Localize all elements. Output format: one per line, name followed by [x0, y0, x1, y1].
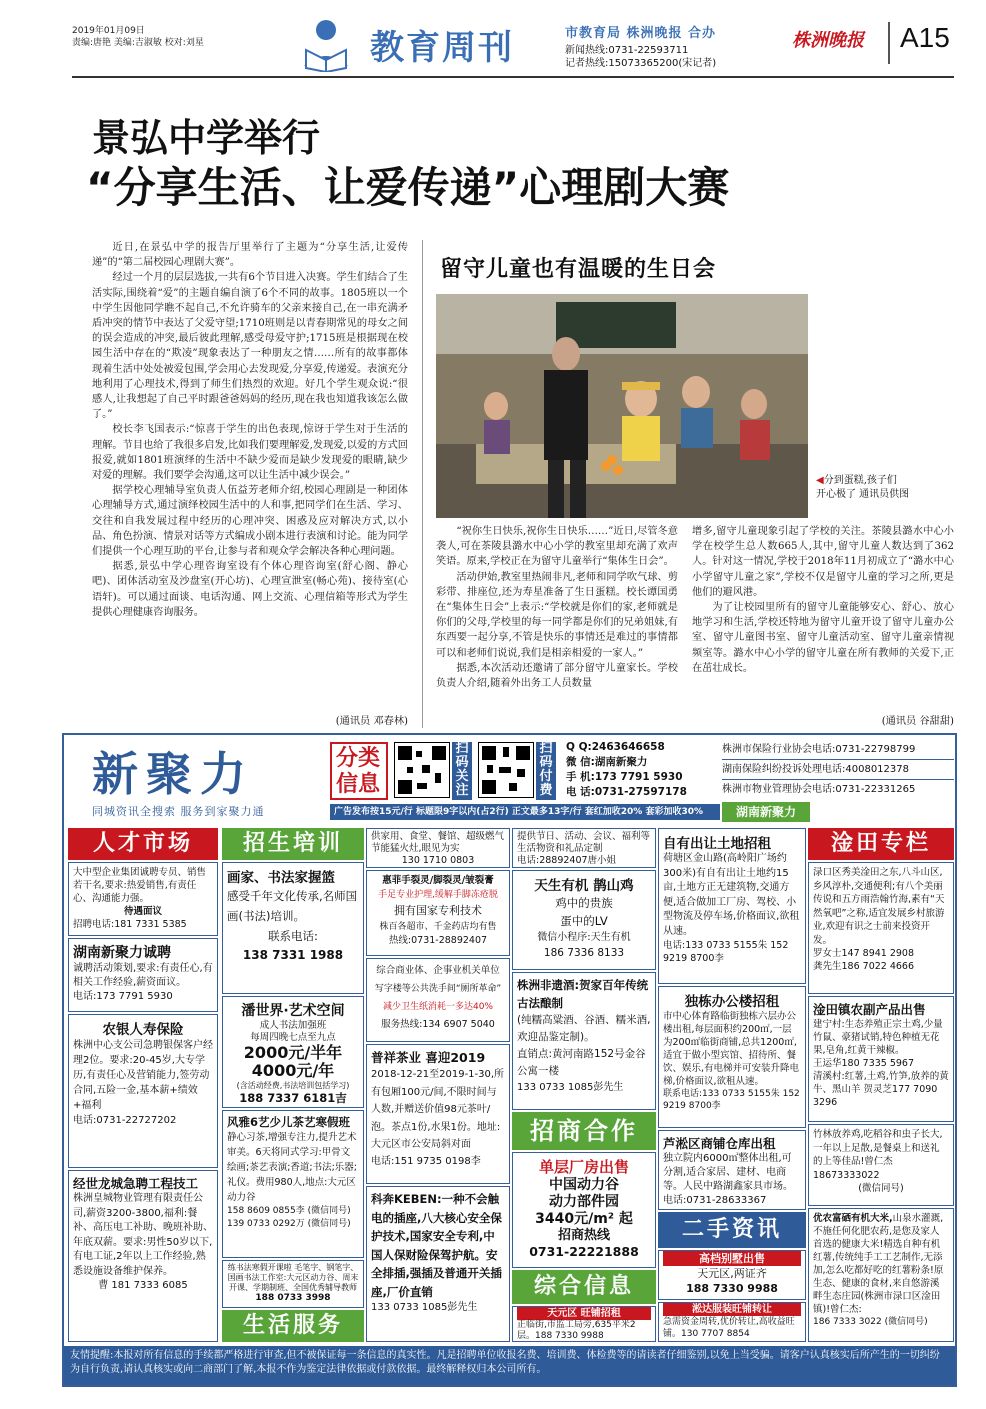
jxl-logo: 湖南新聚力	[722, 802, 810, 822]
ad-title: 潘世界·艺术空间	[241, 1003, 345, 1019]
ad-body: 大中型企业集团诚聘专员、销售若干名,要求:热爱销售,有责任心、沟通能力强。	[73, 867, 207, 904]
editor-line: 责编:唐艳 美编:吉淑敏 校对:刘星	[72, 38, 204, 48]
ad-body: 综合商业体、企事业机关单位	[376, 965, 500, 976]
ad-body: 山泉水灌溉,不施任何化肥农药,是您及家人首选的健康大米!精选自种有机红薯,传统纯手工工艺制作,无添加,怎么吃都好吃的红薯粉条!原生态、健康的食材,来自悠游溪畔生态庄园(株洲市渌口区淦田镇)!曾仁杰:	[813, 1213, 944, 1315]
section-tiantian: 淦田专栏	[808, 828, 954, 860]
classifieds-footer-note: 友情提醒:本报对所有信息的手续都严格进行审查,但不被保证每一条信息的真实性。凡是招聘单位收报名费、培训费、体检费等的请读者仔细鉴别,以免上当受骗。请客户认真核实后所产生的一切纠纷为自行负责,请认真核实或向二商部门了解,本报不作为鉴定法律依据或付款依据。最终解释权归本公司所有。	[64, 1346, 955, 1385]
ad-body: 株百各超市、千金药店均有售	[379, 922, 497, 932]
ad-body: 每周四晚七点至九点	[250, 1032, 336, 1043]
section-invest: 招商合作	[512, 1112, 656, 1150]
ad-body: 动力部件园	[549, 1194, 619, 1210]
article-2-byline: (通讯员 谷甜甜)	[881, 716, 954, 727]
ad-title: 优农富硒有机大米,	[813, 1213, 893, 1224]
ad-label-box	[330, 742, 388, 800]
ad-tt-5	[808, 1208, 954, 1342]
ad-body: (纯糯高粱酒、谷酒、糯米酒,欢迎品鉴定制)。	[517, 1014, 651, 1043]
date-line: 2019年01月09日	[72, 26, 145, 36]
ad-title: 株洲非遗酒:贺家百年传统古法酿制	[517, 978, 649, 1010]
ad-body: 急需资金周转,优价转让,高收益旺铺。130 7707 8854	[663, 1317, 795, 1339]
scan-pay-label: 扫码付费	[536, 742, 556, 800]
ad-body: 感受千年文化传承,名师国画(书法)培训。	[227, 889, 358, 923]
qr-code-follow-icon[interactable]	[394, 742, 450, 798]
ad-tel: 罗女士147 8941 2908	[813, 948, 915, 959]
ad-tel: 130 1710 0803	[401, 855, 475, 866]
ad-tel: 联系电话:133 0733 5155朱 152 9219 8700李	[663, 1089, 800, 1111]
ad-tt-1	[808, 862, 954, 994]
article-1-para: 近日,在景弘中学的报告厅里举行了主题为“分享生活,让爱传递”的“第二届校园心理剧大赛”。	[92, 242, 408, 269]
ad-mid-5	[366, 1186, 510, 1342]
ad-train-2	[222, 996, 364, 1108]
insurance-line: 湖南保险纠纷投诉处理电话:4008012378	[722, 760, 954, 780]
ad-talent-1	[68, 862, 218, 936]
ad-tel: 电话:173 7791 5930	[73, 991, 173, 1002]
ad-title: 自有出让土地招租	[663, 836, 771, 852]
ad-mid-4	[366, 1044, 510, 1184]
ad-title: 独栋办公楼招租	[684, 994, 780, 1010]
contact-wechat: 微 信:湖南新聚力	[566, 756, 648, 768]
ad-body: 供家用、食堂、餐馆、超级燃气节能猛火灶,眼见为实	[371, 831, 505, 854]
ad-tel: 电话:133 0733 5155朱 152 9219 8700李	[663, 940, 789, 964]
reporter-hotline: 记者热线:15073365200(宋记者)	[565, 58, 717, 69]
masthead-rule	[72, 76, 954, 78]
ad-land	[658, 828, 806, 984]
section-talent: 人才市场	[68, 828, 218, 860]
ad-body: (微信同号)	[858, 1183, 904, 1194]
caption-line-2: 开心极了 通讯员供图	[816, 489, 910, 500]
ad-tel: 188 7330 9988	[686, 1282, 778, 1295]
ad-tel: 133 0733 1085彭先生	[371, 1302, 478, 1313]
ad-body: 写字楼等公共洗手间“厕所革命”	[374, 984, 502, 994]
ad-body: 微信小程序:天生有机	[537, 932, 631, 943]
contact-qq: Q Q:2463646658	[566, 741, 665, 753]
section-title: 教育周刊	[370, 28, 514, 68]
article-2-para: 为了让校园里所有的留守儿童能够安心、舒心、放心地学习和生活,学校还特地为留守儿童开设了留守儿童办公室、留守儿童图书室、留守儿童活动室、留守儿童亲情视频室等。潞水中心小学的留守儿童在所有教师的关爱下,正在茁壮成长。	[692, 602, 954, 674]
ad-tel: 139 0733 0292万 (微信同号)	[227, 1219, 351, 1229]
ad-tel: 电话:151 9735 0198李	[371, 1155, 481, 1167]
ad-right-2	[512, 870, 656, 970]
ad-body: 诚聘活动策划,要求:有责任心,有相关工作经验,薪资面议。	[73, 963, 213, 988]
photo-caption	[816, 474, 956, 502]
ad-body: 静心习茶,增强专注力,提升艺术审美。6天将同式学习:甲骨文绘画;茶艺表演;香道;书法;乐器;礼仪。费用980人,地点:大元区动力谷	[227, 1132, 358, 1203]
ad-talent-3	[68, 1014, 218, 1168]
insurance-line: 株洲市保险行业协会电话:0731-22798799	[722, 740, 954, 760]
ad-tel: 王运华180 7335 5967	[813, 1058, 915, 1069]
ad-body: 招商热线	[557, 1228, 610, 1243]
ad-title: 风雅6艺少儿茶艺寒假班	[227, 1115, 351, 1129]
scan-follow-label: 扫码关注	[452, 742, 472, 800]
section-secondhand: 二手资讯	[658, 1212, 806, 1248]
article-2-title: 留守儿童也有温暖的生日会	[440, 256, 717, 282]
ad-title: 普祥茶业 喜迎2019	[371, 1050, 486, 1065]
ad-body: 株洲皇城物业管理有限责任公司,薪资3200-3800,福利:餐补、高压电工补助、晚班补助、年底双薪。要求:男性50岁以下,有电工证,2年以上工作经验,熟悉设施设备维护保养。	[73, 1193, 213, 1277]
ad-invest-1	[512, 1152, 656, 1268]
ad-train-3	[222, 1110, 364, 1258]
contact-block	[566, 740, 716, 800]
ad-price: 3440元/m² 起	[535, 1211, 633, 1227]
article-1-para: 据悉,景弘中学心理咨询室设有个体心理咨询室(舒心阁、静心吧)、团体活动室及沙盘室(开心坊)、心理宣泄室(畅心苑)、接待室(心语轩)。可以通过面谈、电话沟通、网上交流、心理信箱等形式为学生提供心理健康咨询服务。	[92, 561, 408, 618]
ad-tel: 招聘电话:181 7331 5385	[73, 919, 187, 930]
ad-mid-3	[366, 958, 510, 1042]
ad-talent-2	[68, 938, 218, 1012]
ad-body: 拥有国家专利技术	[394, 904, 482, 917]
ad-title: 农银人寿保险	[102, 1022, 184, 1038]
caption-triangle-icon: ◀	[816, 475, 824, 486]
ad-mid-1	[366, 828, 510, 868]
ad-train-4	[222, 1260, 364, 1308]
ad-title: 天元区 旺铺招租	[517, 1307, 651, 1320]
ad-body: 待遇面议	[123, 906, 162, 917]
ad-body: 练书法寒假开课啦 毛笔字、钢笔字、国画书法工作室:大元区动力谷、周末开课、学期制班、全国优秀辅导教师	[227, 1263, 359, 1292]
page-number: A15	[900, 22, 950, 53]
section-training: 招生培训	[222, 828, 364, 860]
column-divider	[422, 240, 423, 728]
ad-body: 独立院内6000㎡整体出租,可分割,适合家居、建材、电商等。人民中路湖鑫家具市场。	[663, 1153, 793, 1192]
ad-tel: 热线:0731-28892407	[388, 935, 488, 946]
ad-title: 淞达服装旺铺转让	[663, 1303, 801, 1316]
article-2-para: 活动伊始,教室里热闹非凡,老师和同学吹气球、剪彩带、排座位,还为寿星准备了生日蛋糕。校长谭国勇在“集体生日会”上表示:“学校就是你们的家,老师就是你们的父母,学校里的每一同学都是你们的兄弟姐妹,有东西要一起分享,不管是快乐的事情还是难过的事情都可以和老师们说说,我们是相亲相爱的一家人。”	[436, 571, 678, 659]
ad-train-1	[222, 862, 364, 994]
ad-lusong	[658, 1130, 806, 1210]
article-1-para: 经过一个月的层层选拔,一共有6个节目进入决赛。学生们结合了生活实际,围绕着“爱”的主题自编自演了6个不同的故事。1805班以一个中学生因他同学瞧不起自己,不允许骑车的父亲来接自己,在一串充满矛盾冲突的情节中表达了父爱守望;1710班则是以青春期常见的母女之间的误会造成的冲突,最后彼此理解,感受母爱守护;1715班是根据现在校园生活中存在的“欺凌”现象表达了一种朋友之情……所有的故事都体现着生活中处处被爱包围,学会用心去发现爱,分享爱,传递爱。表演充分地利用了心理技术,得到了师生们热烈的欢迎。好几个学生观众说:“很感人,让我想起了自己平时跟爸爸妈妈的经历,现在我也知道我该怎么做了。”	[92, 272, 408, 421]
price-bar: 广告发布按15元/行 标题限9字以内(占2行) 正文最多13字/行 套红加收20% 套彩加收30%	[330, 804, 720, 820]
ad-title: 科奔KEBEN:一种不会触电的插座,八大核心安全保护技术,国家安全专利,中国人保财险保驾护航。安全排插,强插及普通开关插座,厂价直销	[371, 1192, 502, 1299]
article-1-byline: (通讯员 邓春林)	[335, 716, 408, 727]
news-hotline: 新闻热线:0731-22593711	[565, 45, 689, 56]
ad-tel: 曹 181 7333 6085	[98, 1280, 188, 1291]
ad-body: 渌口区秀美淦田之东,八斗山区,乡风淳朴,交通便利;有八个美丽传说和五方雨浩翰竹海,素有“天然氧吧”之称,适宜发展乡村旅游业,欢迎有识之士前来投资开发。	[813, 867, 945, 946]
ad-tel: 电话:0731-28633367	[663, 1195, 767, 1206]
ad-body: 减少卫生纸消耗一多达40%	[382, 1002, 493, 1012]
ad-right-3	[512, 972, 656, 1110]
paper-logo: 株洲晚报	[792, 30, 864, 51]
ad-office	[658, 986, 806, 1128]
ad-body: 联系电话:	[268, 929, 318, 943]
ad-title: 经世龙城急聘工程技工	[73, 1176, 199, 1191]
article-2-col-1	[436, 524, 678, 691]
ad-body: 成人书法加强班	[259, 1020, 327, 1031]
contact-tel: 电 话:0731-27597178	[566, 786, 687, 798]
headline-line-2: “分享生活、让爱传递”心理剧大赛	[86, 163, 730, 212]
ad-title: 高档别墅出售	[663, 1251, 801, 1266]
ad-body: 建宁村:生态养殖正宗土鸡,少量竹鼠、豪猪试销,特色种植无花果,皂角,红黄干辣椒。	[813, 1019, 943, 1056]
ad-body: 2018-12-21至2019-1-30,所有包厢100元/间,不限时间与人数,并赠送价值98元茶叶/泡。茶点1份,水果1份。地址:大元区市公安局斜对面	[371, 1069, 505, 1150]
ad-title: 芦淞区商铺仓库出租	[663, 1136, 776, 1151]
insurance-block	[722, 740, 954, 799]
article-2-para: 据悉,本次活动还邀请了部分留守儿童家长。学校负责人介绍,随着外出务工人员数量	[436, 662, 678, 690]
article-1-para: 校长李飞国表示:“惊喜于学生的出色表现,惊讶于学生对于生活的理解。节目也给了我很多启发,比如我们要理解爱,发现爱,以爱的方式回报爱,就如1801班演绎的生活中不缺少爱而是缺少发现爱的眼睛,缺少对爱的理解。我们要学会沟通,这可以让生活中减少误会。”	[92, 424, 408, 482]
ad-body: 鸡中的贵族	[555, 896, 613, 910]
ad-body: 荷塘区金山路(高岭阳广场约300米)有自有出让土地约15亩,土地方正无建筑物,交通方便,适合做加工厂房、驾校、小型物流及停车场,价格面议,欲租从速。	[663, 853, 800, 937]
classifieds-brand-sub: 同城资讯全搜索 服务到家聚力通	[92, 805, 265, 818]
ad-body: 竹林放养鸡,吃稻谷和虫子长大,一年以上足散,是餐桌上和送礼的上等佳品!曾仁杰18673333022	[813, 1129, 943, 1181]
masthead-divider	[888, 22, 890, 64]
classifieds-brand: 新聚力	[92, 747, 254, 801]
ad-title: 天生有机 鹊山鸡	[534, 878, 634, 894]
birthday-photo	[436, 294, 808, 518]
ad-body: 直销点:黄河南路152号金谷公寓一楼	[517, 1048, 646, 1077]
ad-second-2	[658, 1302, 806, 1342]
ad-body: (含活动经费,书法培训包括学习)	[236, 1081, 350, 1090]
ad-tel: 188 0733 3998	[255, 1293, 331, 1303]
ad-title: 惠菲手裂灵/脚裂灵/皱裂膏	[382, 875, 494, 886]
section-general: 综合信息	[512, 1270, 656, 1304]
qr-code-pay-icon[interactable]	[478, 742, 534, 798]
ad-tel: 0731-22221888	[529, 1244, 639, 1259]
article-2-col-2	[692, 524, 954, 676]
ad-tel: 龚先生186 7022 4666	[813, 961, 915, 972]
ad-tel: 服务热线:134 6907 5040	[381, 1019, 495, 1030]
article-2-para: “祝你生日快乐,祝你生日快乐……”近日,尽管冬意袭人,可在茶陵县潞水中心小学的教室里却充满了欢声笑语。原来,学校正在为留守儿童举行“集体生日会”。	[436, 526, 678, 568]
caption-line-1: 分到蛋糕,孩子们	[823, 475, 897, 486]
article-1-para: 据学校心理辅导室负责人伍益芳老师介绍,校园心理剧是一种团体心理辅导方式,通过演绎校园生活中的人和事,把同学们在生活、学习、交往和自我发展过程中经历的心理冲突、困惑及应对解决方式,以小品、角色扮演、情景对话等方式编成小剧本进行表演和讨论。能为同学们提供一个心理互助的平台,让参与者和观众学会解决各种心理问题。	[92, 485, 408, 558]
ad-body: 清溪村:红薯,土鸡,竹笋,放养的黄牛、黑山羊 贺灵芝177 7090 3296	[813, 1071, 949, 1108]
ad-tel: 电话:28892407唐小姐	[517, 855, 617, 866]
ad-label: 分类信息	[335, 746, 380, 797]
ad-right-1	[512, 828, 656, 868]
ad-tel: 186 7333 3022 (微信同号)	[813, 1317, 928, 1327]
section-life: 生活服务	[222, 1310, 364, 1342]
ad-tel: 133 0733 1085彭先生	[517, 1082, 624, 1093]
ad-body: 株洲中心支公司急聘银保客户经理2位。要求:20-45岁,大专学历,有责任心及营销能力,签劳动合同,五险一金,基本薪+绩效+福利	[73, 1040, 213, 1111]
ad-body: 提供节日、活动、会议、福利等生活物资和礼品定制	[517, 831, 651, 854]
ad-tel: 188 7337 6181吉	[239, 1091, 347, 1105]
ad-body: 正临街,市监工局旁,635平米2层。188 7330 9988	[517, 1320, 636, 1341]
ad-tel: 186 7336 8133	[543, 947, 625, 959]
ad-tel: 电话:0731-22727202	[73, 1115, 177, 1126]
ad-title: 淦田镇农副产品出售	[813, 1002, 926, 1017]
ad-tel: 138 7331 1988	[242, 948, 344, 962]
ad-price: 4000元/年	[251, 1061, 335, 1080]
article-1-body	[92, 240, 408, 620]
ad-title: 画家、书法家握篮	[227, 870, 335, 886]
ad-body: 中国动力谷	[549, 1177, 619, 1193]
ad-body: 市中心体育路临街独栋六层办公楼出租,每层面积约200㎡,一层为200㎡临街商铺,总共1200㎡,适宜于做小型宾馆、招待所、餐饮、娱乐,有电梯并可安装升降电梯,价格面议,欲租从速。	[663, 1011, 800, 1087]
org-line: 市教育局 株洲晚报 合办	[565, 26, 717, 41]
article-2-para: 增多,留守儿童现象引起了学校的关注。茶陵县潞水中心小学在校学生总人数665人,其中,留守儿童人数达到了362人。针对这一情况,学校于2018年11月初成立了“潞水中心小学留守儿童之家”,学校不仅是留守儿童的学习之所,更是他们的避风港。	[692, 526, 954, 598]
ad-title: 单层厂房出售	[538, 1158, 629, 1176]
reading-mascot-icon	[296, 16, 356, 72]
headline-line-1: 景弘中学举行	[92, 116, 321, 160]
contact-phone: 手 机:173 7791 5930	[566, 771, 683, 783]
ad-invest-2	[512, 1306, 656, 1342]
ad-body: 天元区,两证齐	[697, 1267, 767, 1280]
ad-tt-2	[808, 996, 954, 1122]
ad-body: 蛋中的LV	[560, 914, 608, 928]
ad-second-1	[658, 1250, 806, 1300]
ad-mid-2	[366, 870, 510, 956]
ad-talent-4	[68, 1170, 218, 1342]
ad-tel: 158 8609 0855李 (微信同号)	[227, 1206, 351, 1216]
insurance-line: 株洲市物业管理协会电话:0731-22331265	[722, 784, 916, 795]
ad-price: 2000元/半年	[243, 1043, 343, 1062]
ad-body: 手足专业护理,缓解手脚冻疮脱	[378, 890, 498, 900]
ad-tt-4	[808, 1124, 954, 1206]
ad-title: 湖南新聚力诚聘	[73, 945, 171, 961]
